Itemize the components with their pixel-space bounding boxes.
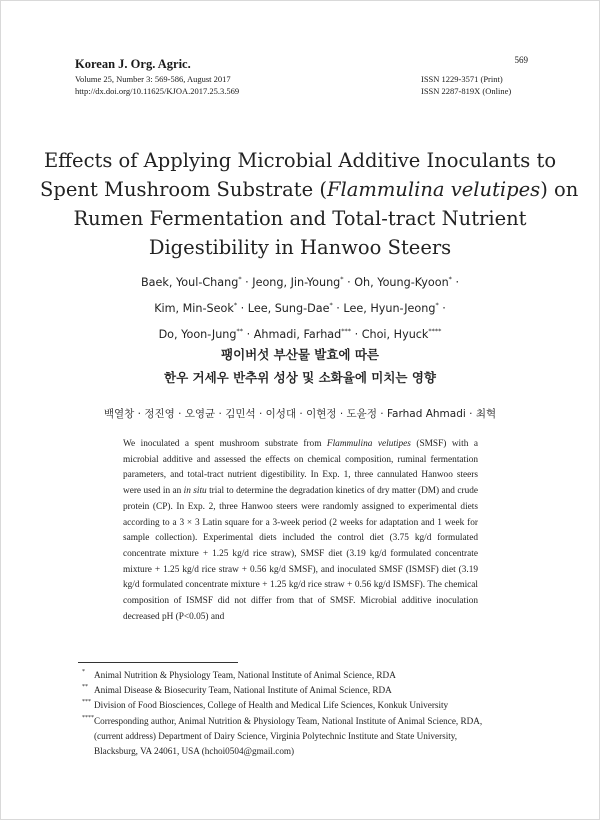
title-line-2-post: ) on [540, 178, 579, 201]
affiliation-mark: * [448, 275, 452, 283]
author-name: Kim, Min-Seok [154, 302, 234, 315]
issn-print: ISSN 1229-3571 (Print) [421, 74, 503, 84]
affiliation-mark: * [435, 301, 439, 309]
footnote-address: (current address) Department of Dairy Science, Virginia Polytechnic Institute and State University, [94, 730, 458, 741]
author-name: Choi, Hyuck [361, 328, 429, 341]
volume-line: Volume 25, Number 3: 569-586, August 2017 [75, 74, 231, 84]
affiliation-mark: * [329, 301, 333, 309]
footnote-mark: *** [82, 699, 91, 706]
abstract-text-1: We inoculated a spent mushroom substrate from [123, 439, 327, 449]
korean-title-line-2: 한우 거세우 반추위 성상 및 소화율에 미치는 영향 [164, 370, 436, 385]
author-name: Do, Yoon-Jung [158, 328, 237, 341]
doi-link[interactable]: http://dx.doi.org/10.11625/KJOA.2017.25.3.569 [75, 85, 240, 96]
separator: · [442, 302, 446, 315]
page-number: 569 [514, 55, 528, 65]
author-name: Lee, Sung-Dae [247, 302, 330, 315]
footnote-text: Animal Nutrition & Physiology Team, National Institute of Animal Science, RDA [94, 670, 396, 680]
issn-info [421, 74, 511, 97]
footnote-corresponding [78, 714, 528, 760]
paper-title [40, 146, 579, 262]
korean-title [40, 343, 560, 389]
footnote-text: Animal Disease & Biosecurity Team, National Institute of Animal Science, RDA [94, 685, 392, 696]
separator: · [246, 328, 251, 341]
separator: · [347, 276, 351, 289]
footnote-text: Division of Food Biosciences, College of Health and Medical Life Sciences, Konkuk University [94, 700, 449, 711]
citation-info [75, 74, 239, 97]
separator: · [336, 302, 340, 315]
separator: · [240, 302, 245, 315]
author-name: Jeong, Jin-Young [252, 276, 341, 289]
footnote [78, 683, 528, 698]
author-line-1 [40, 268, 560, 294]
issn-online: ISSN 2287-819X (Online) [421, 85, 512, 96]
author-list [40, 268, 560, 346]
abstract [123, 437, 478, 625]
separator: · [354, 328, 359, 341]
footnote-mark: **** [82, 714, 94, 721]
affiliation-mark: * [233, 301, 238, 309]
abstract-in-situ: in situ [183, 486, 207, 497]
footnote-text: Corresponding author, Animal Nutrition & Physiology Team, National Institute of Animal Science, RDA, [94, 715, 483, 726]
author-name: Oh, Young-Kyoon [354, 276, 449, 289]
title-line-3: Rumen Fermentation and Total-tract Nutrient [73, 207, 527, 230]
korean-author-list: 백열창 · 정진영 · 오영균 · 김민석 · 이성대 · 이현정 · 도윤정 · Farhad Ahmadi · 최혁 [103, 408, 497, 420]
abstract-text-2: (SMSF) with a microbial additive and assessed the effects on chemical composition, ruminal fermentation parameters, and total-tract nutrient digestibility. In Exp. 1, three cannulated Hanwoo steers were used in an [123, 439, 478, 497]
title-line-2-pre: Spent Mushroom Substrate ( [40, 178, 327, 201]
affiliation-mark: **** [428, 327, 442, 335]
author-line-2 [40, 294, 560, 320]
author-name: Lee, Hyun-Jeong [343, 302, 436, 315]
abstract-text-3: trial to determine the degradation kinetics of dry matter (DM) and crude protein (CP). In Exp. 2, three Hanwoo steers were randomly assigned to experimental diets according to a 3 × 3 Latin square for a 3-week period (2 weeks for adaptation and 1 week for sample collection). Experimental diets included the control diet (3.75 kg/d formulated concentrate mixture + 1.25 kg/d rice straw), SMSF diet (3.19 kg/d formulated concentrate mixture + 1.25 kg/d rice straw + 0.56 kg/d SMSF), and inoculated SMSF (ISMSF) diet (3.19 kg/d formulated concentrate mixture + 1.25 kg/d rice straw + 0.56 kg/d ISMSF). The chemical composition of ISMSF did not differ from that of SMSF. Microbial additive inoculation decreased pH (P<0.05) and [123, 486, 478, 622]
affiliation-mark: * [340, 275, 344, 283]
author-name: Ahmadi, Farhad [253, 328, 342, 341]
footnote-mark: ** [82, 684, 88, 691]
separator: · [245, 276, 249, 289]
footnote [78, 668, 528, 683]
affiliation-mark: *** [341, 327, 351, 335]
footnotes [78, 668, 528, 759]
title-line-1: Effects of Applying Microbial Additive Inoculants to [43, 149, 557, 172]
korean-title-line-1: 팽이버섯 부산물 발효에 따른 [221, 347, 379, 362]
species-name: Flammulina velutipes [326, 178, 541, 201]
title-line-4: Digestibility in Hanwoo Steers [148, 236, 452, 259]
journal-name: Korean J. Org. Agric. [75, 57, 191, 71]
footnote [78, 698, 528, 713]
author-name: Baek, Youl-Chang [140, 276, 239, 289]
affiliation-mark: * [238, 275, 242, 283]
footnote-divider [78, 662, 238, 663]
title-line-2 [40, 175, 579, 204]
abstract-species: Flammulina velutipes [326, 439, 411, 449]
separator: · [455, 276, 460, 289]
affiliation-mark: ** [236, 327, 244, 335]
footnote-email[interactable]: Blacksburg, VA 24061, USA (hchoi0504@gmail.com) [94, 746, 295, 757]
footnote-mark: * [82, 669, 85, 675]
